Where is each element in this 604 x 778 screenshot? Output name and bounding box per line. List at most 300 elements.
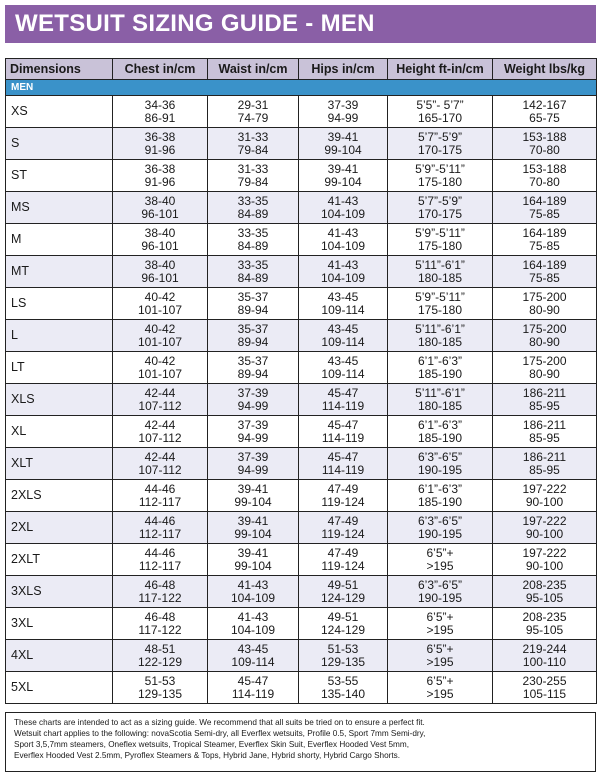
waist-metric-value: 109-114 xyxy=(231,654,275,669)
chest-imperial-value: 38-40 xyxy=(144,257,176,272)
weight-imperial-value: 197-222 xyxy=(522,545,567,560)
chest-imperial-value: 51-53 xyxy=(144,673,176,688)
waist-cell xyxy=(208,640,299,672)
hips-imperial-value: 39-41 xyxy=(327,161,359,176)
weight-imperial-value: 186-211 xyxy=(522,449,567,464)
waist-cell xyxy=(208,448,299,480)
height-cell xyxy=(388,320,493,352)
size-label: M xyxy=(6,224,113,256)
weight-cell xyxy=(493,320,597,352)
waist-cell xyxy=(208,544,299,576)
size-label: XLT xyxy=(6,448,113,480)
height-metric-value: 190-195 xyxy=(417,526,463,541)
chest-imperial-value: 42-44 xyxy=(144,385,176,400)
chest-cell xyxy=(113,128,208,160)
waist-imperial-value: 31-33 xyxy=(237,129,269,144)
header-hips: Hips in/cm xyxy=(299,59,388,80)
chest-metric-value: 101-107 xyxy=(137,334,183,349)
hips-metric-value: 124-129 xyxy=(320,590,366,605)
hips-metric-value: 94-99 xyxy=(327,110,359,125)
table-row xyxy=(6,640,597,672)
height-cell xyxy=(388,448,493,480)
waist-cell xyxy=(208,192,299,224)
chest-imperial-value: 40-42 xyxy=(144,321,176,336)
table-row xyxy=(6,96,597,128)
hips-imperial-value: 41-43 xyxy=(327,225,359,240)
weight-metric-value: 70-80 xyxy=(529,142,560,157)
weight-imperial-value: 164-189 xyxy=(522,193,567,208)
footnote-line: Everflex Hooded Vest 2.5mm, Pyroflex Steamers & Tops, Hybrid Jane, Hybrid shorty, Hybrid Cargo Shorts. xyxy=(14,751,401,760)
height-cell xyxy=(388,192,493,224)
weight-imperial-value: 175-200 xyxy=(522,353,567,368)
chest-imperial-value: 36-38 xyxy=(144,161,176,176)
chest-metric-value: 117-122 xyxy=(138,590,182,605)
waist-cell xyxy=(208,256,299,288)
chest-metric-value: 107-112 xyxy=(138,462,182,477)
waist-metric-value: 99-104 xyxy=(234,526,272,541)
waist-cell xyxy=(208,224,299,256)
height-cell xyxy=(388,224,493,256)
weight-metric-value: 85-95 xyxy=(529,398,560,413)
weight-imperial-value: 208-235 xyxy=(522,609,567,624)
weight-cell xyxy=(493,384,597,416)
hips-metric-value: 119-124 xyxy=(321,494,365,509)
weight-cell xyxy=(493,256,597,288)
waist-imperial-value: 37-39 xyxy=(237,385,269,400)
weight-imperial-value: 186-211 xyxy=(522,417,567,432)
hips-imperial-value: 49-51 xyxy=(327,577,359,592)
table-row xyxy=(6,288,597,320)
height-cell xyxy=(388,128,493,160)
chest-metric-value: 96-101 xyxy=(141,270,179,285)
hips-cell xyxy=(299,320,388,352)
chest-cell xyxy=(113,576,208,608)
chest-imperial-value: 44-46 xyxy=(144,481,176,496)
hips-metric-value: 104-109 xyxy=(320,270,366,285)
hips-cell xyxy=(299,128,388,160)
waist-metric-value: 104-109 xyxy=(230,590,276,605)
size-label: MT xyxy=(6,256,113,288)
hips-metric-value: 124-129 xyxy=(320,622,366,637)
chest-cell xyxy=(113,352,208,384)
weight-metric-value: 75-85 xyxy=(529,270,560,285)
waist-cell xyxy=(208,96,299,128)
waist-metric-value: 89-94 xyxy=(237,334,269,349)
waist-imperial-value: 35-37 xyxy=(237,289,269,304)
chest-cell xyxy=(113,672,208,704)
height-imperial-value: 5’9”-5’11” xyxy=(415,289,465,304)
height-imperial-value: 5’11”-6’1” xyxy=(415,321,465,336)
size-label: L xyxy=(6,320,113,352)
hips-imperial-value: 47-49 xyxy=(327,513,359,528)
height-imperial-value: 6’1”-6’3” xyxy=(417,417,462,432)
height-cell xyxy=(388,576,493,608)
weight-imperial-value: 153-188 xyxy=(522,161,567,176)
table-row xyxy=(6,320,597,352)
waist-cell xyxy=(208,288,299,320)
height-cell xyxy=(388,512,493,544)
weight-imperial-value: 230-255 xyxy=(522,673,567,688)
hips-metric-value: 114-119 xyxy=(321,430,365,445)
weight-metric-value: 65-75 xyxy=(529,110,560,125)
height-metric-value: 185-190 xyxy=(417,430,463,445)
weight-imperial-value: 197-222 xyxy=(522,513,567,528)
weight-metric-value: 105-115 xyxy=(522,686,567,701)
hips-metric-value: 135-140 xyxy=(320,686,366,701)
weight-metric-value: 80-90 xyxy=(529,366,560,381)
chest-imperial-value: 40-42 xyxy=(144,289,176,304)
hips-cell xyxy=(299,480,388,512)
hips-imperial-value: 41-43 xyxy=(327,193,359,208)
weight-metric-value: 95-105 xyxy=(525,622,564,637)
hips-cell xyxy=(299,384,388,416)
weight-metric-value: 75-85 xyxy=(529,206,560,221)
waist-metric-value: 94-99 xyxy=(237,430,269,445)
hips-metric-value: 99-104 xyxy=(324,142,362,157)
chest-cell xyxy=(113,224,208,256)
chest-imperial-value: 44-46 xyxy=(144,545,176,560)
height-metric-value: 185-190 xyxy=(417,366,463,381)
height-imperial-value: 6’3”-6’5” xyxy=(417,449,462,464)
height-cell xyxy=(388,672,493,704)
weight-imperial-value: 153-188 xyxy=(522,129,567,144)
table-row xyxy=(6,608,597,640)
header-weight: Weight lbs/kg xyxy=(493,59,597,80)
weight-imperial-value: 219-244 xyxy=(522,641,567,656)
waist-imperial-value: 33-35 xyxy=(237,225,269,240)
height-imperial-value: 5’9”-5’11” xyxy=(415,225,465,240)
waist-metric-value: 99-104 xyxy=(234,558,272,573)
chest-imperial-value: 40-42 xyxy=(144,353,176,368)
table-row xyxy=(6,480,597,512)
size-label: LS xyxy=(6,288,113,320)
table-row xyxy=(6,352,597,384)
waist-cell xyxy=(208,416,299,448)
height-imperial-value: 5’11”-6’1” xyxy=(415,385,465,400)
waist-imperial-value: 33-35 xyxy=(237,193,269,208)
waist-metric-value: 99-104 xyxy=(234,494,272,509)
waist-metric-value: 94-99 xyxy=(237,462,269,477)
weight-metric-value: 90-100 xyxy=(525,494,564,509)
chest-cell xyxy=(113,640,208,672)
hips-cell xyxy=(299,544,388,576)
waist-cell xyxy=(208,480,299,512)
table-row xyxy=(6,192,597,224)
height-metric-value: 175-180 xyxy=(417,174,463,189)
chest-imperial-value: 42-44 xyxy=(144,449,176,464)
chest-cell xyxy=(113,320,208,352)
weight-imperial-value: 208-235 xyxy=(522,577,567,592)
waist-metric-value: 74-79 xyxy=(237,110,269,125)
weight-cell xyxy=(493,416,597,448)
waist-imperial-value: 37-39 xyxy=(237,417,269,432)
waist-metric-value: 84-89 xyxy=(237,206,269,221)
chest-imperial-value: 46-48 xyxy=(144,609,176,624)
chest-imperial-value: 38-40 xyxy=(144,193,176,208)
size-label: MS xyxy=(6,192,113,224)
weight-metric-value: 70-80 xyxy=(529,174,560,189)
table-row xyxy=(6,544,597,576)
weight-cell xyxy=(493,352,597,384)
hips-metric-value: 104-109 xyxy=(320,238,366,253)
weight-metric-value: 85-95 xyxy=(529,462,560,477)
hips-cell xyxy=(299,352,388,384)
waist-cell xyxy=(208,608,299,640)
waist-cell xyxy=(208,384,299,416)
waist-metric-value: 94-99 xyxy=(237,398,269,413)
height-imperial-value: 5’7”-5’9” xyxy=(417,129,462,144)
waist-imperial-value: 35-37 xyxy=(237,353,269,368)
height-metric-value: 190-195 xyxy=(417,590,463,605)
chest-metric-value: 101-107 xyxy=(137,302,183,317)
chest-metric-value: 112-117 xyxy=(138,558,182,573)
weight-imperial-value: 186-211 xyxy=(522,385,567,400)
table-row xyxy=(6,512,597,544)
hips-metric-value: 99-104 xyxy=(324,174,362,189)
hips-cell xyxy=(299,96,388,128)
chest-cell xyxy=(113,544,208,576)
waist-metric-value: 79-84 xyxy=(237,174,269,189)
height-imperial-value: 6’5”+ xyxy=(426,545,454,560)
hips-imperial-value: 43-45 xyxy=(327,289,359,304)
hips-imperial-value: 51-53 xyxy=(327,641,359,656)
height-cell xyxy=(388,480,493,512)
weight-cell xyxy=(493,448,597,480)
weight-cell xyxy=(493,128,597,160)
chest-cell xyxy=(113,608,208,640)
waist-cell xyxy=(208,512,299,544)
waist-imperial-value: 31-33 xyxy=(237,161,269,176)
hips-cell xyxy=(299,608,388,640)
chest-metric-value: 96-101 xyxy=(141,206,179,221)
waist-imperial-value: 43-45 xyxy=(237,641,269,656)
chest-cell xyxy=(113,288,208,320)
height-cell xyxy=(388,352,493,384)
hips-metric-value: 109-114 xyxy=(321,366,365,381)
chest-metric-value: 112-117 xyxy=(138,526,182,541)
hips-cell xyxy=(299,512,388,544)
header-dimensions: Dimensions xyxy=(6,59,113,80)
height-cell xyxy=(388,384,493,416)
hips-imperial-value: 39-41 xyxy=(327,129,359,144)
waist-imperial-value: 39-41 xyxy=(237,545,269,560)
chest-imperial-value: 42-44 xyxy=(144,417,176,432)
chest-metric-value: 107-112 xyxy=(138,398,182,413)
chest-metric-value: 86-91 xyxy=(144,110,176,125)
waist-cell xyxy=(208,352,299,384)
height-imperial-value: 6’3”-6’5” xyxy=(417,577,462,592)
height-metric-value: 180-185 xyxy=(417,334,463,349)
hips-cell xyxy=(299,672,388,704)
waist-cell xyxy=(208,672,299,704)
weight-metric-value: 80-90 xyxy=(529,334,560,349)
weight-cell xyxy=(493,96,597,128)
weight-cell xyxy=(493,480,597,512)
waist-metric-value: 79-84 xyxy=(237,142,269,157)
footnotes-box xyxy=(5,712,596,772)
hips-imperial-value: 37-39 xyxy=(327,97,359,112)
header-chest: Chest in/cm xyxy=(113,59,208,80)
table-row xyxy=(6,160,597,192)
height-cell xyxy=(388,256,493,288)
chest-metric-value: 122-129 xyxy=(137,654,183,669)
weight-cell xyxy=(493,576,597,608)
chest-imperial-value: 48-51 xyxy=(144,641,176,656)
height-metric-value: 190-195 xyxy=(417,462,463,477)
table-row xyxy=(6,448,597,480)
chest-cell xyxy=(113,512,208,544)
height-metric-value: 180-185 xyxy=(417,270,463,285)
height-cell xyxy=(388,160,493,192)
hips-imperial-value: 43-45 xyxy=(327,321,359,336)
hips-imperial-value: 47-49 xyxy=(327,481,359,496)
header-height: Height ft-in/cm xyxy=(388,59,493,80)
chest-metric-value: 91-96 xyxy=(144,142,176,157)
height-imperial-value: 6’3”-6’5” xyxy=(417,513,462,528)
chest-cell xyxy=(113,160,208,192)
weight-cell xyxy=(493,512,597,544)
height-imperial-value: 5’11”-6’1” xyxy=(415,257,465,272)
hips-imperial-value: 45-47 xyxy=(327,449,359,464)
table-header-row xyxy=(6,59,597,80)
chest-cell xyxy=(113,192,208,224)
hips-imperial-value: 43-45 xyxy=(327,353,359,368)
page-title: WETSUIT SIZING GUIDE - MEN xyxy=(5,5,596,43)
height-imperial-value: 5’7”-5’9” xyxy=(417,193,462,208)
size-label: S xyxy=(6,128,113,160)
size-label: 2XL xyxy=(6,512,113,544)
height-metric-value: 170-175 xyxy=(417,142,463,157)
waist-metric-value: 84-89 xyxy=(237,270,269,285)
height-metric-value: >195 xyxy=(426,622,454,637)
height-metric-value: 175-180 xyxy=(417,302,463,317)
chest-cell xyxy=(113,416,208,448)
size-label: 2XLT xyxy=(6,544,113,576)
hips-imperial-value: 41-43 xyxy=(327,257,359,272)
weight-imperial-value: 142-167 xyxy=(522,97,567,112)
size-label: 3XL xyxy=(6,608,113,640)
hips-metric-value: 109-114 xyxy=(321,334,365,349)
waist-imperial-value: 41-43 xyxy=(237,577,269,592)
hips-metric-value: 109-114 xyxy=(321,302,365,317)
waist-metric-value: 89-94 xyxy=(237,302,269,317)
table-row xyxy=(6,672,597,704)
hips-imperial-value: 45-47 xyxy=(327,417,359,432)
height-cell xyxy=(388,96,493,128)
weight-cell xyxy=(493,288,597,320)
footnote-line: Wetsuit chart applies to the following: novaScotia Semi-dry, all Everflex wetsuits, Profile 0.5, Sport 7mm Semi-dry, xyxy=(14,729,426,738)
height-metric-value: 185-190 xyxy=(417,494,463,509)
height-metric-value: 170-175 xyxy=(417,206,463,221)
chest-metric-value: 117-122 xyxy=(138,622,182,637)
height-cell xyxy=(388,288,493,320)
height-metric-value: 180-185 xyxy=(417,398,463,413)
weight-imperial-value: 164-189 xyxy=(522,225,567,240)
height-imperial-value: 6’5”+ xyxy=(426,641,454,656)
chest-metric-value: 101-107 xyxy=(137,366,183,381)
height-metric-value: >195 xyxy=(426,558,454,573)
size-label: LT xyxy=(6,352,113,384)
waist-imperial-value: 45-47 xyxy=(237,673,269,688)
waist-metric-value: 114-119 xyxy=(231,686,275,701)
weight-imperial-value: 164-189 xyxy=(522,257,567,272)
size-label: 4XL xyxy=(6,640,113,672)
weight-metric-value: 90-100 xyxy=(525,526,564,541)
chest-cell xyxy=(113,96,208,128)
height-imperial-value: 6’1”-6’3” xyxy=(417,481,462,496)
footnote-line: Sport 3,5,7mm steamers, Oneflex wetsuits, Tropical Steamer, Everflex Skin Suit, Everflex Hooded Vest 5mm, xyxy=(14,740,409,749)
height-metric-value: 165-170 xyxy=(417,110,463,125)
size-label: ST xyxy=(6,160,113,192)
weight-cell xyxy=(493,160,597,192)
height-cell xyxy=(388,416,493,448)
hips-cell xyxy=(299,448,388,480)
hips-cell xyxy=(299,192,388,224)
hips-metric-value: 114-119 xyxy=(321,398,365,413)
weight-cell xyxy=(493,544,597,576)
chest-metric-value: 112-117 xyxy=(138,494,182,509)
weight-metric-value: 100-110 xyxy=(522,654,567,669)
hips-cell xyxy=(299,640,388,672)
chest-imperial-value: 36-38 xyxy=(144,129,176,144)
weight-cell xyxy=(493,224,597,256)
weight-metric-value: 75-85 xyxy=(529,238,560,253)
chest-cell xyxy=(113,256,208,288)
weight-imperial-value: 175-200 xyxy=(522,321,567,336)
waist-imperial-value: 33-35 xyxy=(237,257,269,272)
chest-metric-value: 129-135 xyxy=(137,686,183,701)
size-label: XL xyxy=(6,416,113,448)
height-imperial-value: 6’1”-6’3” xyxy=(417,353,462,368)
weight-cell xyxy=(493,640,597,672)
waist-cell xyxy=(208,160,299,192)
size-label: 3XLS xyxy=(6,576,113,608)
hips-metric-value: 104-109 xyxy=(320,206,366,221)
hips-cell xyxy=(299,416,388,448)
waist-cell xyxy=(208,128,299,160)
section-row-men xyxy=(6,80,597,96)
chest-metric-value: 107-112 xyxy=(138,430,182,445)
weight-metric-value: 80-90 xyxy=(529,302,560,317)
waist-cell xyxy=(208,576,299,608)
size-label: XLS xyxy=(6,384,113,416)
hips-cell xyxy=(299,288,388,320)
height-cell xyxy=(388,640,493,672)
table-row xyxy=(6,256,597,288)
waist-cell xyxy=(208,320,299,352)
size-label: 2XLS xyxy=(6,480,113,512)
hips-imperial-value: 45-47 xyxy=(327,385,359,400)
chest-imperial-value: 44-46 xyxy=(144,513,176,528)
header-waist: Waist in/cm xyxy=(208,59,299,80)
footnote-line: These charts are intended to act as a sizing guide. We recommend that all suits be tried on to ensure a perfect fit. xyxy=(14,718,425,727)
waist-imperial-value: 39-41 xyxy=(237,513,269,528)
size-label: XS xyxy=(6,96,113,128)
weight-cell xyxy=(493,192,597,224)
weight-imperial-value: 175-200 xyxy=(522,289,567,304)
height-cell xyxy=(388,608,493,640)
chest-metric-value: 91-96 xyxy=(144,174,176,189)
weight-metric-value: 90-100 xyxy=(525,558,564,573)
chest-cell xyxy=(113,448,208,480)
hips-cell xyxy=(299,224,388,256)
table-row xyxy=(6,224,597,256)
table-row xyxy=(6,576,597,608)
weight-cell xyxy=(493,608,597,640)
chest-metric-value: 96-101 xyxy=(141,238,179,253)
waist-imperial-value: 41-43 xyxy=(237,609,269,624)
table-row xyxy=(6,416,597,448)
